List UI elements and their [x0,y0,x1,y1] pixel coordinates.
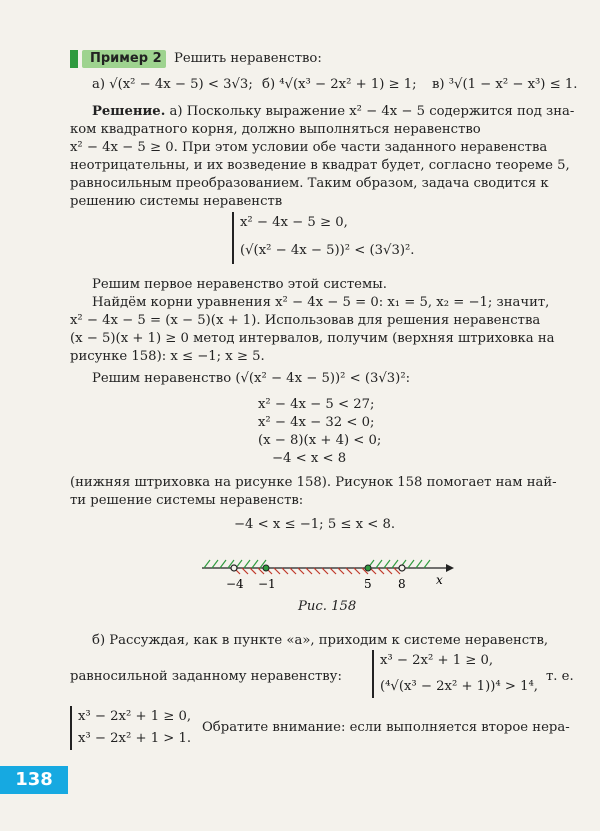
system-a-line-2: (√(x² − 4x − 5))² < (3√3)². [240,243,415,258]
step-1: x² − 4x − 5 < 27; [258,397,375,412]
problem-a: а) √(x² − 4x − 5) < 3√3; [92,77,253,92]
para2-line-2: Найдём корни уравнения x² − 4x − 5 = 0: x₁ = 5, x₂ = −1; значит, [92,295,550,310]
part-b-line-2: равносильной заданному неравенству: [70,669,342,684]
solution-line-1: Решение. а) Поскольку выражение x² − 4x − 5 содержится под зна- [92,104,575,119]
para3-line-2: ти решение системы неравенств: [70,493,304,508]
tick-label: 5 [364,577,372,591]
example-title: Решить неравенство: [174,51,322,66]
step-4: −4 < x < 8 [272,451,347,466]
para2-line-4: (x − 5)(x + 1) ≥ 0 метод интервалов, получим (верхняя штриховка на [70,331,555,346]
part-b-note: Обратите внимание: если выполняется второе нера- [202,720,570,735]
part-b-te: т. е. [546,669,574,684]
point-minus-1 [263,565,269,571]
answer-a: −4 < x ≤ −1; 5 ≤ x < 8. [234,517,396,532]
figure-caption: Рис. 158 [298,599,357,614]
part-b-system-line-1: x³ − 2x² + 1 ≥ 0, [380,653,494,668]
solution-line-5: равносильным преобразованием. Таким образом, задача сводится к [70,176,549,191]
axis-arrow-icon [446,564,454,572]
tick-label: −4 [226,577,244,591]
part-b-line-1: б) Рассуждая, как в пункте «а», приходим к системе неравенств, [92,633,549,648]
solution-line-6: решению системы неравенств [70,194,283,209]
problem-b: б) ⁴√(x³ − 2x² + 1) ≥ 1; [262,77,417,92]
tick-label: −1 [258,577,276,591]
system-a-line-1: x² − 4x − 5 ≥ 0, [240,215,348,230]
step-3: (x − 8)(x + 4) < 0; [258,433,382,448]
title-marker [70,50,78,68]
part-b-system2-line-1: x³ − 2x² + 1 ≥ 0, [78,709,192,724]
lower-hatching [234,568,400,574]
point-5 [365,565,371,571]
solution-line-4: неотрицательны, и их возведение в квадрат будет, согласно теореме 5, [70,158,570,173]
solution-line-3: x² − 4x − 5 ≥ 0. При этом условии обе части заданного неравенства [70,140,548,155]
system-brace [232,212,234,264]
system-brace [372,650,374,698]
problem-c: в) ³√(1 − x² − x³) ≤ 1. [432,77,578,92]
example-label: Пример 2 [90,51,162,66]
solution-lead: Решение. [92,104,166,119]
number-line-figure [196,550,456,598]
page-number: 138 [0,766,68,794]
system-brace [70,706,72,750]
para2-line-3: x² − 4x − 5 = (x − 5)(x + 1). Использовав для решения неравенства [70,313,541,328]
part-b-system-line-2: (⁴√(x³ − 2x² + 1))⁴ > 1⁴, [380,679,538,694]
part-b-system2-line-2: x³ − 2x² + 1 > 1. [78,731,192,746]
para2-line-1: Решим первое неравенство этой системы. [92,277,387,292]
tick-label: 8 [398,577,406,591]
axis-label: x [436,573,443,587]
step-2: x² − 4x − 32 < 0; [258,415,375,430]
point-minus-4 [231,565,237,571]
point-8 [399,565,405,571]
solve-second-inequality: Решим неравенство (√(x² − 4x − 5))² < (3√3)²: [92,371,411,386]
upper-hatching [204,560,430,568]
para2-line-5: рисунке 158): x ≤ −1; x ≥ 5. [70,349,265,364]
solution-line-2: ком квадратного корня, должно выполняться неравенство [70,122,481,137]
para3-line-1: (нижняя штриховка на рисунке 158). Рисунок 158 помогает нам най- [70,475,557,490]
